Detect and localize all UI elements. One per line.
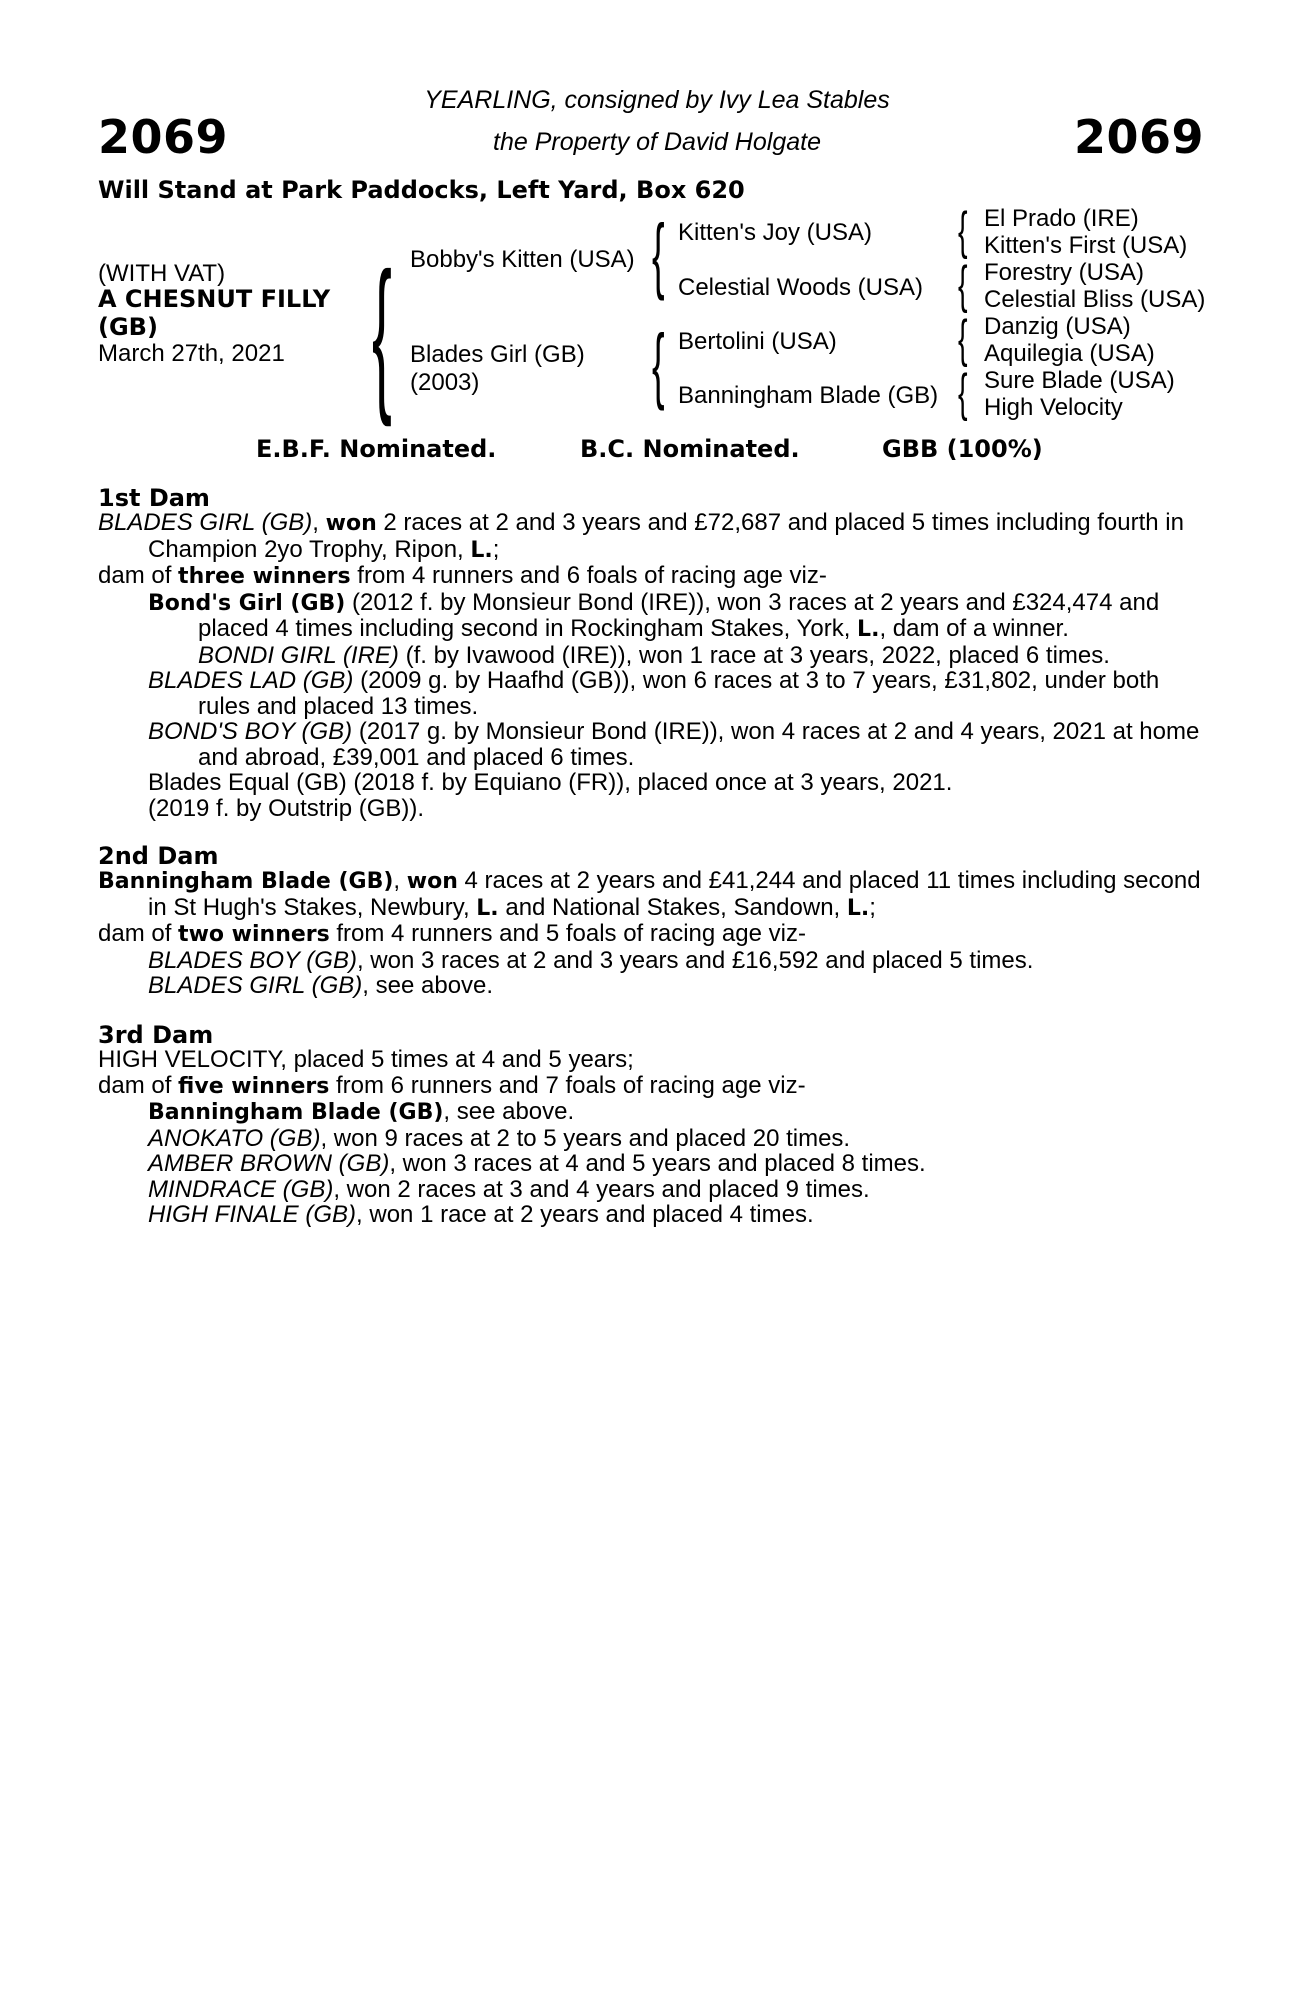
first-dam-heading: 1st Dam [98,484,210,512]
horse-name-line-1: A CHESNUT FILLY [98,285,331,313]
gbb-percentage: GBB (100%) [882,435,1043,463]
third-dam-produce-5: HIGH FINALE (GB), won 1 race at 2 years and placed 4 times. [148,1201,814,1228]
foaling-date: March 27th, 2021 [98,340,285,367]
second-dam-record: Banningham Blade (GB), won 4 races at 2 years and £41,244 and placed 11 times including second in St Hugh's Stakes, Newbury, L. and National Stakes, Sandown, L.; [98,867,1201,921]
third-dam-record: HIGH VELOCITY, placed 5 times at 4 and 5 years; [98,1046,634,1073]
lot-number-right: 2069 [1073,110,1204,164]
grandsire-2: Forestry (USA) [984,259,1145,286]
first-dam-section [98,510,1208,821]
bc-nominated: B.C. Nominated. [580,435,800,463]
stabling-location: Will Stand at Park Paddocks, Left Yard, Box 620 [98,176,745,204]
third-dam-section [98,1047,1208,1228]
first-dam-name: BLADES GIRL (GB) [98,509,313,536]
horse-name-line-2: (GB) [98,312,158,341]
brace-sire-line: { [652,207,665,301]
third-dam-produce-4: MINDRACE (GB), won 2 races at 3 and 4 years and placed 9 times. [148,1175,870,1203]
third-dam-produce-summary: dam of five winners from 6 runners and 7 foals of racing age viz- [98,1071,806,1099]
third-dam-produce-3: AMBER BROWN (GB), won 3 races at 4 and 5 years and placed 8 times. [148,1150,926,1177]
sire-dam: Celestial Woods (USA) [678,274,923,301]
brace-g1: { [958,202,968,260]
first-dam-produce-2: BLADES LAD (GB) (2009 g. by Haafhd (GB)), won 6 races at 3 to 7 years, £31,802, under both rules and placed 13 times. [148,667,1160,720]
sire-sire: Kitten's Joy (USA) [678,219,872,246]
brace-g2: { [958,256,968,314]
third-dam-produce-1: Banningham Blade (GB), see above. [148,1098,575,1125]
first-dam-produce-3: BOND'S BOY (GB) (2017 g. by Monsieur Bond (IRE)), won 4 races at 2 and 4 years, 2021 at home and abroad, £39,001 and placed 6 times. [148,718,1200,771]
horse-name [98,286,330,341]
won-label: won [325,511,377,536]
dam-year: (2003) [410,369,480,396]
second-dam-produce-summary: dam of two winners from 4 runners and 5 foals of racing age viz- [98,920,806,947]
granddam-2: Celestial Bliss (USA) [984,286,1206,313]
dam-dam: Banningham Blade (GB) [678,382,939,409]
dam-sire: Bertolini (USA) [678,328,837,355]
grandsire-3: Danzig (USA) [984,313,1131,340]
sire: Bobby's Kitten (USA) [410,246,635,273]
first-dam-record: BLADES GIRL (GB), won 2 races at 2 and 3 years and £72,687 and placed 5 times including fourth in Champion 2yo Trophy, Ripon, L.; [98,509,1184,563]
vat-note: (WITH VAT) [98,260,226,287]
dam: Blades Girl (GB) [410,341,585,368]
brace-g4: { [958,364,968,422]
second-dam-name: Banningham Blade (GB) [98,869,394,894]
brace-dam-line: { [652,317,665,411]
consignment-line-1: YEARLING, consigned by Ivy Lea Stables [424,86,890,114]
brace-g3: { [958,310,968,368]
second-dam-section [98,868,1208,999]
granddam-1: Kitten's First (USA) [984,232,1188,259]
first-dam-produce-1-foal: BONDI GIRL (IRE) (f. by Ivawood (IRE)), won 1 race at 3 years, 2022, placed 6 times. [198,641,1110,669]
third-dam-heading: 3rd Dam [98,1021,214,1049]
brace-parents: { [372,238,392,428]
grandsire-4: Sure Blade (USA) [984,367,1175,394]
granddam-4: High Velocity [984,394,1123,421]
second-dam-produce-1: BLADES BOY (GB), won 3 races at 2 and 3 years and £16,592 and placed 5 times. [148,946,1034,974]
lot-number-left: 2069 [98,110,229,164]
consignment-line-2: the Property of David Holgate [493,128,821,156]
grandsire-1: El Prado (IRE) [984,205,1139,232]
first-dam-produce-1: Bond's Girl (GB) (2012 f. by Monsieur Bond (IRE)), won 3 races at 2 years and £324,474 and placed 4 times including second in Rockingham Stakes, York, L., dam of a winner. [148,588,1160,642]
third-dam-produce-2: ANOKATO (GB), won 9 races at 2 to 5 years and placed 20 times. [148,1124,851,1152]
first-dam-produce-summary: dam of three winners from 4 runners and 6 foals of racing age viz- [98,562,827,589]
second-dam-produce-2: BLADES GIRL (GB), see above. [148,972,494,999]
second-dam-heading: 2nd Dam [98,842,219,870]
first-dam-produce-5: (2019 f. by Outstrip (GB)). [148,794,425,822]
listed-mark: L. [470,537,493,563]
first-dam-produce-4: Blades Equal (GB) (2018 f. by Equiano (FR)), placed once at 3 years, 2021. [148,769,953,796]
ebf-nominated: E.B.F. Nominated. [256,435,497,463]
granddam-3: Aquilegia (USA) [984,340,1155,367]
